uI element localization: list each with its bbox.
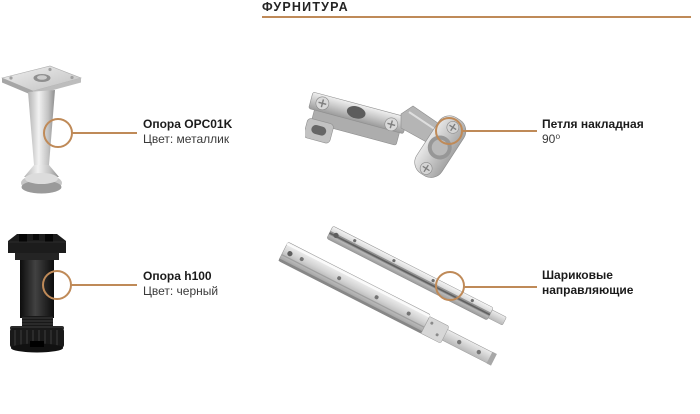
item-label: [542, 268, 646, 298]
item-subtitle: Цвет: металлик: [143, 132, 230, 146]
item-title: Петля накладная: [542, 117, 644, 131]
callout-line: [71, 284, 137, 286]
callout-circle: [435, 117, 463, 145]
callout-line: [464, 286, 537, 288]
callout-circle: [43, 118, 73, 148]
ball-bearing-slides-icon: [278, 216, 528, 371]
item-label: [143, 117, 232, 147]
title-underline: [262, 16, 691, 18]
item-label: [542, 117, 644, 147]
callout-line: [72, 132, 137, 134]
item-title: Опора OPC01K: [143, 117, 233, 131]
item-subtitle: Цвет: черный: [143, 284, 219, 298]
callout-circle: [435, 271, 465, 301]
item-subtitle: 90⁰: [542, 132, 561, 146]
callout-line: [462, 130, 537, 132]
item-title: Шариковые направляющие: [542, 268, 634, 297]
item-label: [143, 269, 218, 299]
item-title: Опора h100: [143, 269, 212, 283]
page-title: ФУРНИТУРА: [262, 0, 349, 14]
callout-circle: [42, 270, 72, 300]
